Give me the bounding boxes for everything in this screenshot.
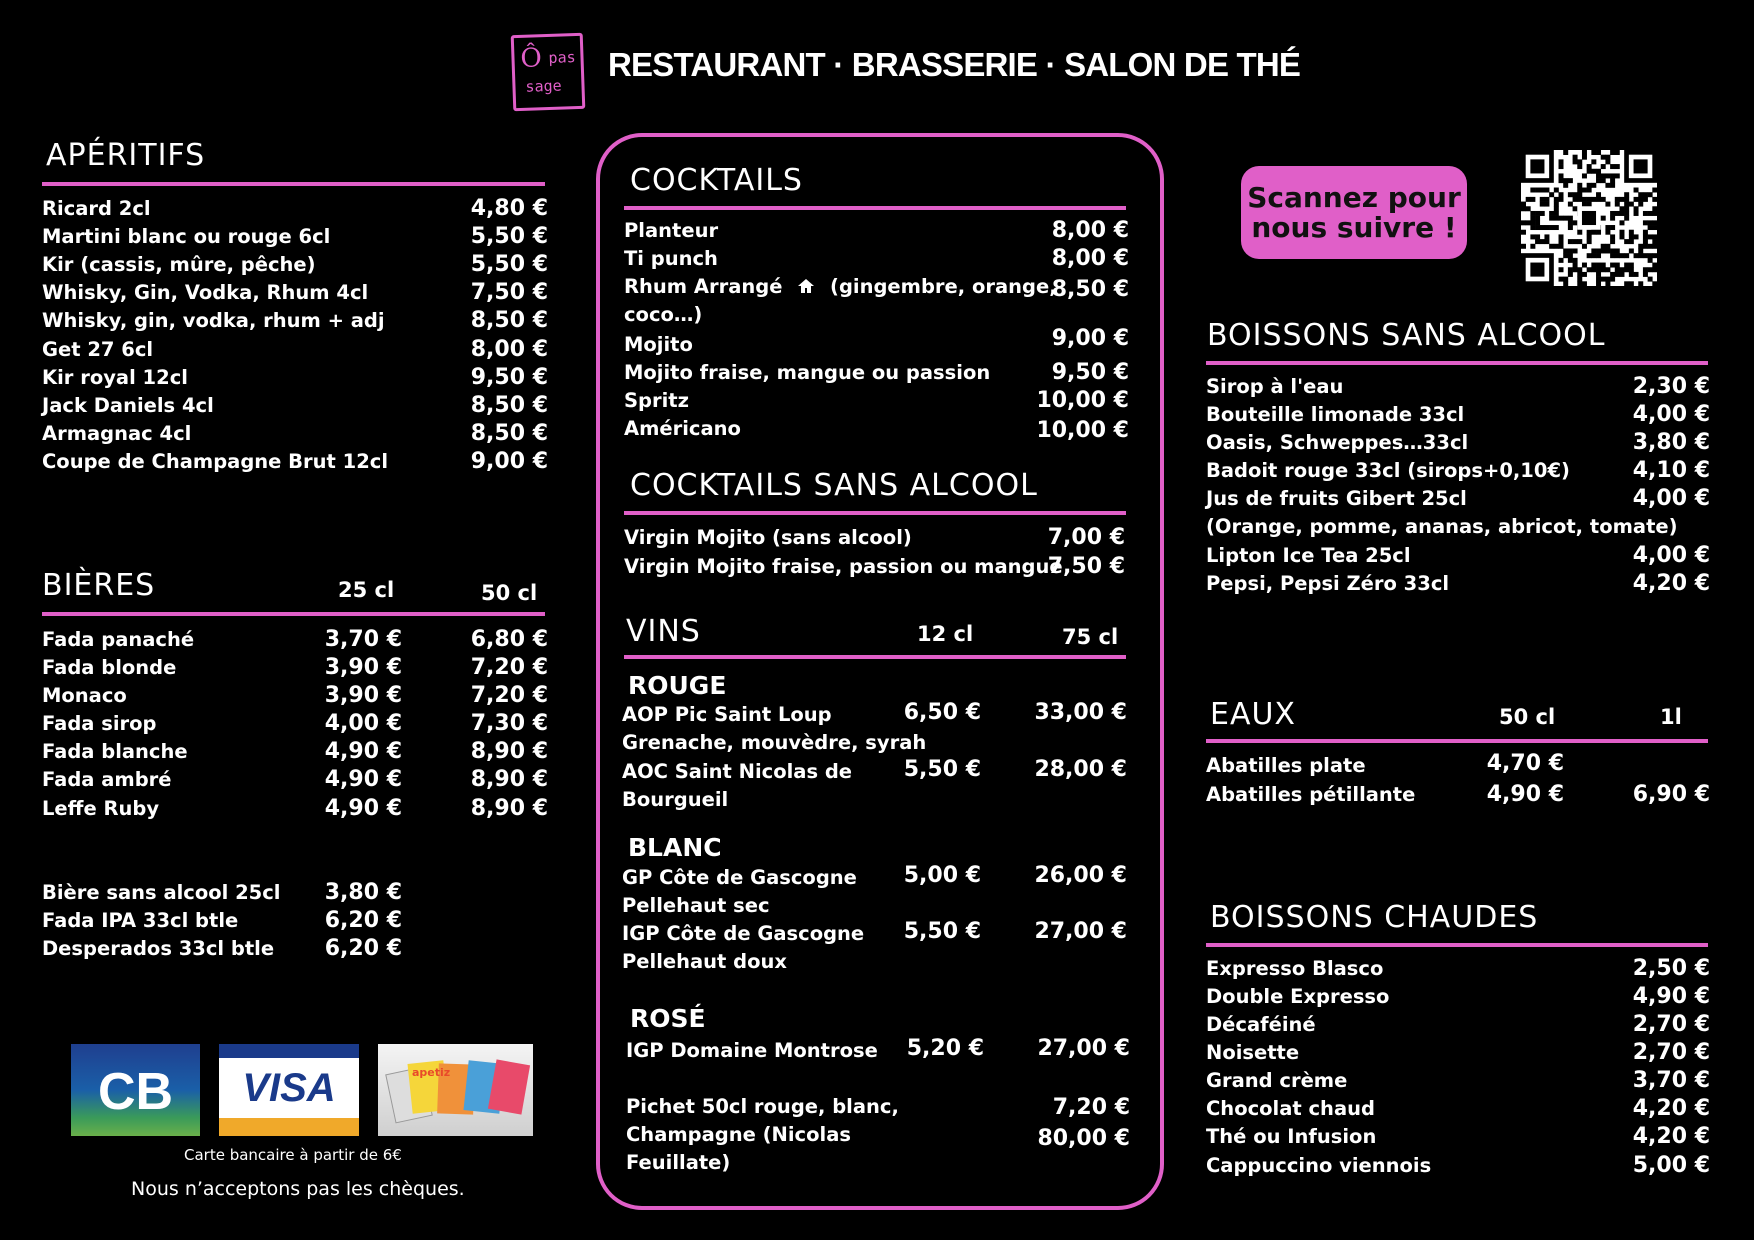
hot-drink-name: Grand crème — [1206, 1069, 1348, 1092]
pichet-price-1: 7,20 € — [1052, 1095, 1130, 1120]
cocktail-name — [624, 275, 1057, 300]
wine-price-12cl: 5,50 € — [903, 757, 981, 782]
wine-name: AOP Pic Saint Loup — [622, 703, 832, 726]
scan-text-line2: nous suivre ! — [1251, 210, 1457, 244]
pichet-name-line2: Champagne (Nicolas — [626, 1123, 851, 1146]
cocktail-name: Mojito fraise, mangue ou passion — [624, 361, 991, 384]
wine-name: IGP Domaine Montrose — [626, 1039, 878, 1062]
hot-drink-price: 3,70 € — [1632, 1068, 1710, 1093]
soft-drink-name: Lipton Ice Tea 25cl — [1206, 544, 1411, 567]
beer-name: Fada sirop — [42, 712, 157, 735]
scan-badge — [1241, 166, 1467, 259]
section-title-boissons-sans-alcool: BOISSONS SANS ALCOOL — [1207, 318, 1606, 353]
wine-name-detail: Grenache, mouvèdre, syrah — [622, 731, 927, 754]
logo-o: Ô — [520, 43, 543, 74]
page-title: RESTAURANT · BRASSERIE · SALON DE THÉ — [608, 46, 1301, 83]
beer-name: Fada blonde — [42, 656, 177, 679]
section-rule — [624, 206, 1126, 210]
column-header-75cl: 75 cl — [1062, 625, 1119, 649]
wine-name: IGP Côte de Gascogne — [622, 922, 865, 945]
cocktail-price: 8,50 € — [1051, 277, 1129, 302]
section-rule — [42, 612, 545, 616]
section-title-cocktails: COCKTAILS — [630, 163, 803, 198]
cocktail-name: Spritz — [624, 389, 689, 412]
cocktail-price: 8,00 € — [1051, 218, 1129, 243]
beer-price-25cl: 4,90 € — [324, 739, 402, 764]
beer-name: Leffe Ruby — [42, 797, 160, 820]
aperitif-price: 8,50 € — [470, 393, 548, 418]
wine-price-75cl: 27,00 € — [1034, 919, 1127, 944]
logo-sage: sage — [525, 76, 562, 96]
cb-logo-text: CB — [97, 1063, 174, 1121]
scan-text-line1: Scannez pour — [1247, 180, 1461, 214]
column-header-25cl: 25 cl — [338, 578, 395, 602]
hot-drink-name: Chocolat chaud — [1206, 1097, 1375, 1120]
cb-card — [71, 1044, 200, 1136]
wine-price-75cl: 28,00 € — [1034, 757, 1127, 782]
soft-drink-name: Jus de fruits Gibert 25cl — [1206, 487, 1467, 510]
mocktail-name: Virgin Mojito (sans alcool) — [624, 526, 912, 549]
logo — [511, 33, 586, 111]
soft-drink-price: 4,10 € — [1632, 458, 1710, 483]
hot-drink-price: 4,20 € — [1632, 1096, 1710, 1121]
aperitif-price: 8,50 € — [470, 421, 548, 446]
soft-drink-price: 3,80 € — [1632, 430, 1710, 455]
aperitif-price: 8,00 € — [470, 337, 548, 362]
soft-drink-price: 4,20 € — [1632, 571, 1710, 596]
beer-price-25cl: 4,90 € — [324, 767, 402, 792]
hot-drink-name: Thé ou Infusion — [1206, 1125, 1377, 1148]
payment-note-min: Carte bancaire à partir de 6€ — [184, 1146, 402, 1164]
soft-drink-name: Oasis, Schweppes…33cl — [1206, 431, 1469, 454]
aperitif-name: Martini blanc ou rouge 6cl — [42, 225, 331, 248]
hot-drink-name: Décaféiné — [1206, 1013, 1316, 1036]
beer-name: Fada ambré — [42, 768, 172, 791]
pichet-price-2: 80,00 € — [1037, 1126, 1130, 1151]
beer-extra-price: 3,80 € — [324, 880, 402, 905]
wine-name: AOC Saint Nicolas de — [622, 760, 853, 783]
cocktail-name-main: Rhum Arrangé — [624, 275, 783, 298]
mocktail-name: Virgin Mojito fraise, passion ou mangue — [624, 555, 1063, 578]
soft-drink-name: Badoit rouge 33cl (sirops+0,10€) — [1206, 459, 1570, 482]
wine-subsection-blanc: BLANC — [628, 833, 722, 862]
ticket-label: apetiz — [412, 1066, 451, 1079]
beer-price-50cl: 8,90 € — [470, 739, 548, 764]
wine-name-detail: Bourgueil — [622, 788, 729, 811]
beer-extra-price: 6,20 € — [324, 908, 402, 933]
water-name: Abatilles pétillante — [1206, 783, 1416, 806]
visa-logo-text: VISA — [242, 1066, 336, 1110]
aperitif-name: Get 27 6cl — [42, 338, 154, 361]
soft-drink-name: Pepsi, Pepsi Zéro 33cl — [1206, 572, 1450, 595]
wine-price-12cl: 5,50 € — [903, 919, 981, 944]
qr-code-icon[interactable] — [1521, 150, 1657, 286]
wine-name: GP Côte de Gascogne — [622, 866, 857, 889]
wine-price-12cl: 5,00 € — [903, 863, 981, 888]
aperitif-name: Armagnac 4cl — [42, 422, 192, 445]
cocktail-name: Américano — [624, 417, 741, 440]
beer-price-50cl: 7,30 € — [470, 711, 548, 736]
aperitif-name: Jack Daniels 4cl — [42, 394, 214, 417]
pichet-name: Pichet 50cl rouge, blanc, — [626, 1095, 899, 1118]
soft-drink-price: 4,00 € — [1632, 402, 1710, 427]
aperitif-price: 9,50 € — [470, 365, 548, 390]
beer-extra-name: Bière sans alcool 25cl — [42, 881, 281, 904]
wine-subsection-rose: ROSÉ — [630, 1004, 706, 1033]
section-title-cocktails-sans-alcool: COCKTAILS SANS ALCOOL — [630, 468, 1038, 503]
mocktail-price: 7,00 € — [1047, 525, 1125, 550]
cocktail-price: 10,00 € — [1036, 388, 1129, 413]
hot-drink-name: Expresso Blasco — [1206, 957, 1384, 980]
mocktail-price: 7,50 € — [1047, 554, 1125, 579]
soft-drink-price: 4,00 € — [1632, 543, 1710, 568]
beer-price-50cl: 6,80 € — [470, 627, 548, 652]
wine-name-detail: Pellehaut doux — [622, 950, 787, 973]
wine-price-75cl: 27,00 € — [1037, 1036, 1130, 1061]
column-header-50cl: 50 cl — [1499, 705, 1556, 729]
aperitif-price: 5,50 € — [470, 224, 548, 249]
column-header-12cl: 12 cl — [917, 622, 974, 646]
hot-drink-price: 2,50 € — [1632, 956, 1710, 981]
cocktail-price: 9,50 € — [1051, 360, 1129, 385]
hot-drink-name: Double Expresso — [1206, 985, 1390, 1008]
visa-card — [219, 1044, 359, 1136]
beer-price-25cl: 3,90 € — [324, 655, 402, 680]
wine-price-75cl: 33,00 € — [1034, 700, 1127, 725]
beer-price-25cl: 3,70 € — [324, 627, 402, 652]
wine-name-detail: Pellehaut sec — [622, 894, 770, 917]
water-price-50cl: 4,70 € — [1486, 751, 1564, 776]
beer-price-25cl: 4,90 € — [324, 796, 402, 821]
beer-name: Fada panaché — [42, 628, 195, 651]
beer-extra-name: Desperados 33cl btle — [42, 937, 275, 960]
logo-pas: pas — [548, 48, 576, 67]
section-rule — [1206, 739, 1708, 743]
aperitif-name: Whisky, gin, vodka, rhum + adj — [42, 309, 385, 332]
aperitif-name: Kir (cassis, mûre, pêche) — [42, 253, 316, 276]
beer-extra-name: Fada IPA 33cl btle — [42, 909, 239, 932]
wine-price-12cl: 5,20 € — [906, 1036, 984, 1061]
soft-drink-name: Bouteille limonade 33cl — [1206, 403, 1465, 426]
pichet-name-line3: Feuillate) — [626, 1151, 731, 1174]
section-rule — [624, 655, 1126, 659]
wine-subsection-rouge: ROUGE — [628, 671, 727, 700]
beer-price-50cl: 7,20 € — [470, 683, 548, 708]
water-name: Abatilles plate — [1206, 754, 1366, 777]
hot-drink-name: Cappuccino viennois — [1206, 1154, 1432, 1177]
cocktail-name-detail: (gingembre, orange, — [830, 275, 1057, 298]
aperitif-price: 4,80 € — [470, 196, 548, 221]
payment-note-cheques: Nous n’acceptons pas les chèques. — [131, 1178, 465, 1200]
column-header-50cl: 50 cl — [481, 581, 538, 605]
water-price-50cl: 4,90 € — [1486, 782, 1564, 807]
aperitif-name: Whisky, Gin, Vodka, Rhum 4cl — [42, 281, 369, 304]
cocktail-price: 8,00 € — [1051, 246, 1129, 271]
beer-extra-price: 6,20 € — [324, 936, 402, 961]
water-price-1l: 6,90 € — [1632, 782, 1710, 807]
hot-drink-price: 2,70 € — [1632, 1012, 1710, 1037]
aperitif-name: Kir royal 12cl — [42, 366, 188, 389]
column-header-1l: 1l — [1660, 705, 1682, 729]
soft-drink-name: Sirop à l'eau — [1206, 375, 1344, 398]
section-title-boissons-chaudes: BOISSONS CHAUDES — [1210, 900, 1539, 935]
section-title-eaux: EAUX — [1210, 697, 1296, 732]
aperitif-price: 7,50 € — [470, 280, 548, 305]
beer-price-25cl: 3,90 € — [324, 683, 402, 708]
cocktail-price: 10,00 € — [1036, 418, 1129, 443]
hot-drink-price: 4,20 € — [1632, 1124, 1710, 1149]
beer-price-25cl: 4,00 € — [324, 711, 402, 736]
aperitif-price: 8,50 € — [470, 308, 548, 333]
hot-drink-price: 4,90 € — [1632, 984, 1710, 1009]
wine-price-12cl: 6,50 € — [903, 700, 981, 725]
beer-name: Fada blanche — [42, 740, 188, 763]
cocktail-name: Planteur — [624, 219, 719, 242]
aperitif-name: Ricard 2cl — [42, 197, 151, 220]
hot-drink-price: 5,00 € — [1632, 1153, 1710, 1178]
soft-drink-price: 2,30 € — [1632, 374, 1710, 399]
section-title-bieres: BIÈRES — [42, 568, 156, 603]
section-rule — [42, 182, 545, 186]
cocktail-name: Mojito — [624, 333, 693, 356]
house-icon — [797, 277, 815, 300]
section-rule — [1206, 361, 1708, 365]
section-rule — [624, 511, 1126, 515]
soft-drink-name: (Orange, pomme, ananas, abricot, tomate) — [1206, 515, 1678, 538]
aperitif-name: Coupe de Champagne Brut 12cl — [42, 450, 389, 473]
aperitif-price: 9,00 € — [470, 449, 548, 474]
cocktail-price: 9,00 € — [1051, 326, 1129, 351]
hot-drink-price: 2,70 € — [1632, 1040, 1710, 1065]
section-title-aperitifs: APÉRITIFS — [46, 138, 206, 173]
beer-price-50cl: 7,20 € — [470, 655, 548, 680]
beer-price-50cl: 8,90 € — [470, 796, 548, 821]
section-rule — [1206, 943, 1708, 947]
hot-drink-name: Noisette — [1206, 1041, 1300, 1064]
soft-drink-price: 4,00 € — [1632, 486, 1710, 511]
beer-price-50cl: 8,90 € — [470, 767, 548, 792]
wine-price-75cl: 26,00 € — [1034, 863, 1127, 888]
section-title-vins: VINS — [626, 614, 701, 649]
meal-ticket-cards — [378, 1044, 533, 1136]
aperitif-price: 5,50 € — [470, 252, 548, 277]
cocktail-name-continued: coco…) — [624, 303, 703, 326]
cocktail-name: Ti punch — [624, 247, 718, 270]
beer-name: Monaco — [42, 684, 127, 707]
